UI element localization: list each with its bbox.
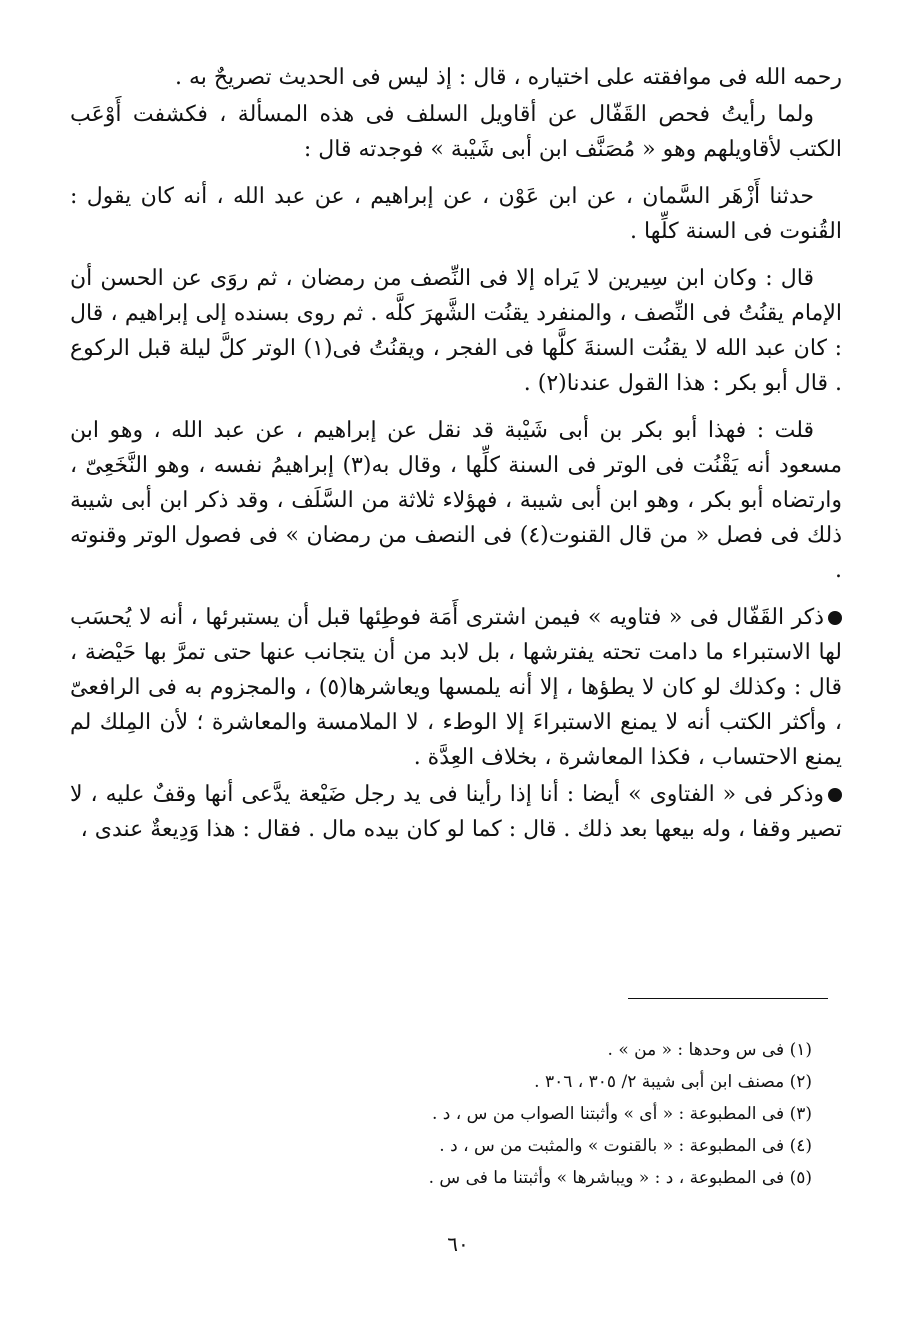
footnote-1: (١) فى س وحدها : « من » .	[607, 1040, 812, 1060]
paragraph-6-text: وذكر فى « الفتاوى » أيضا : أنا إذا رأينا فى يد رجل ضَيْعة يدَّعى أنها وقفٌ عليه ، لا تصير وقفا ، وله بيعها بعد ذلك . قال : كما لو كان بيده مال . فقال : هذا وَدِيعةٌ عندى ،	[70, 782, 842, 842]
paragraph-4: قلت : فهذا أبو بكر بن أبى شَيْبة قد نقل عن إبراهيم ، عن عبد الله ، وهو ابن مسعود أنه يَقْنُت فى الوتر فى السنة كلِّها ، وقال به(٣) إبراهيمُ نفسه ، وهو النَّخَعِىّ ، وارتضاه أبو بكر ، وهو ابن أبى شيبة ، فهؤلاء ثلاثة من السَّلَف ، وقد ذكر ابن أبى شيبة ذلك فى فصل « من قال القنوت(٤) فى النصف من رمضان » فى فصول الوتر وقنوته .	[70, 418, 843, 583]
footnote-4: (٤) فى المطبوعة : « بالقنوت » والمثبت من س ، د .	[439, 1136, 812, 1156]
paragraph-6	[70, 777, 842, 847]
paragraph-3: قال : وكان ابن سِيرين لا يَراه إلا فى النِّصف من رمضان ، ثم روَى عن الحسن أن الإمام يقنُتُ فى النِّصف ، والمنفرد يقنُت الشَّهرَ كلَّه . ثم روى بسنده إلى إبراهيم ، قال : كان عبد الله لا يقنُت السنةَ كلَّها فى الفجر ، ويقنُتُ فى(١) الوتر كلَّ ليلة قبل الركوع . قال أبو بكر : هذا القول عندنا(٢) .	[70, 266, 842, 396]
footnotes	[112, 1034, 812, 1194]
page-body	[70, 60, 842, 847]
paragraph-1: رحمه الله فى موافقته على اختياره ، قال : إذ ليس فى الحديث تصريحٌ به .	[174, 65, 842, 90]
footnote-separator	[628, 998, 828, 999]
bullet-icon	[828, 611, 842, 625]
footnote-5: (٥) فى المطبوعة ، د : « ويباشرها » وأثبتنا ما فى س .	[428, 1168, 812, 1188]
paragraph-5	[70, 600, 842, 775]
paragraph-5-text: ذكر القَفّال فى « فتاويه » فيمن اشترى أَمَة فوطِئها قبل أن يستبرئها ، أنه لا يُحسَب لها الاستبراء ما دامت تحته يفترشها ، بل لابد من أن يتجانب عنها حتى تمرَّ بها حَيْضة ، قال : وكذلك لو كان لا يطؤها ، إلا أنه يلمسها ويعاشرها(٥) ، والمجزوم به فى الرافعىّ ، وأكثر الكتب أنه لا يمنع الاستبراءَ إلا الوطء ، لا الملامسة والمعاشرة ؛ لأن المِلك لم يمنع الاحتساب ، فكذا المعاشرة ، بخلاف العِدَّة .	[70, 605, 842, 770]
footnote-3: (٣) فى المطبوعة : « أى » وأثبتنا الصواب من س ، د .	[431, 1104, 812, 1124]
quote-paragraph-1: حدثنا أَزْهَر السَّمان ، عن ابن عَوْن ، عن إبراهيم ، عن عبد الله ، أنه كان يقول : القُنوت فى السنة كلِّها .	[70, 184, 842, 244]
footnote-2: (٢) مصنف ابن أبى شيبة ٢/ ٣٠٥ ، ٣٠٦ .	[534, 1072, 812, 1092]
page-number: ٦٠	[447, 1232, 469, 1256]
paragraph-2: ولما رأيتُ فحص القَفّال عن أقاويل السلف فى هذه المسألة ، فكشفت أَوْعَب الكتب لأقاويلهم وهو « مُصَنَّف ابن أبى شَيْبة » فوجدته قال :	[70, 102, 842, 162]
bullet-icon	[828, 788, 842, 802]
